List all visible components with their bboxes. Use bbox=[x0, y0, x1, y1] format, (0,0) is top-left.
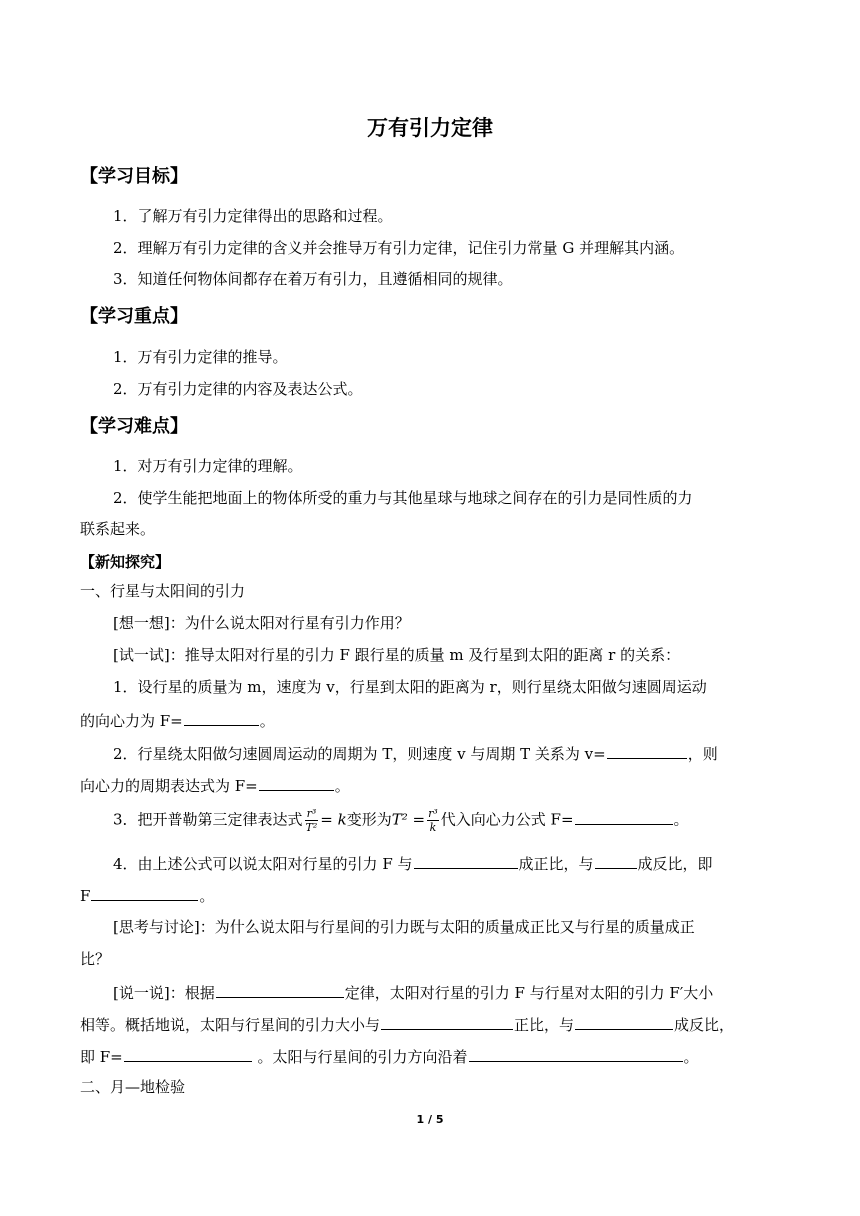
question-1-line-1: 1．设行星的质量为 m，速度为 v，行星到太阳的距离为 r，则行星绕太阳做匀速圆周运动 bbox=[113, 678, 707, 696]
say-line-2: 相等。概括地说，太阳与行星间的引力大小与 正比，与 成反比， bbox=[80, 1013, 734, 1035]
answer-blank[interactable] bbox=[469, 1045, 683, 1062]
page-number: 1 / 5 bbox=[416, 1113, 444, 1126]
answer-blank[interactable] bbox=[381, 1013, 513, 1030]
question-4-line-2: F 。 bbox=[80, 884, 214, 906]
difficulties-heading: 【学习难点】 bbox=[80, 416, 188, 437]
question-3: 3．把开普勒第三定律表达式 $\frac{\text{r³}}{\text{T²}}$ = k变形为T² = $\frac{\text{r³}}{k}$ 代入向心力公式 F= 。 bbox=[113, 807, 689, 834]
answer-blank[interactable] bbox=[575, 1013, 673, 1030]
question-2-line-1: 2．行星绕太阳做匀速圆周运动的周期为 T，则速度 v 与周期 T 关系为 v= ，则 bbox=[113, 742, 718, 764]
key-point-item: 1．万有引力定律的推导。 bbox=[113, 348, 288, 366]
question-2-line-2: 向心力的周期表达式为 F= 。 bbox=[80, 774, 350, 796]
question-4-line-1: 4．由上述公式可以说太阳对行星的引力 F 与 成正比，与 成反比，即 bbox=[113, 852, 713, 874]
discussion-line-2: 比？ bbox=[80, 950, 111, 968]
say-line-3: 即 F= 。太阳与行星间的引力方向沿着 。 bbox=[80, 1045, 699, 1067]
key-points-heading: 【学习重点】 bbox=[80, 306, 188, 327]
part2-title: 二、月—地检验 bbox=[80, 1078, 186, 1096]
answer-blank[interactable] bbox=[184, 709, 259, 726]
answer-blank[interactable] bbox=[414, 852, 518, 869]
discussion-line-1: [思考与讨论]：为什么说太阳与行星间的引力既与太阳的质量成正比又与行星的质量成正 bbox=[113, 918, 695, 936]
try-prompt: [试一试]：推导太阳对行星的引力 F 跟行星的质量 m 及行星到太阳的距离 r 的关系： bbox=[113, 646, 681, 664]
difficulty-item: 2．使学生能把地面上的物体所受的重力与其他星球与地球之间存在的引力是同性质的力 bbox=[113, 489, 693, 507]
say-line-1: [说一说]：根据 定律，太阳对行星的引力 F 与行星对太阳的引力 F′大小 bbox=[113, 981, 713, 1003]
key-point-item: 2．万有引力定律的内容及表达公式。 bbox=[113, 380, 363, 398]
objective-item: 1．了解万有引力定律得出的思路和过程。 bbox=[113, 207, 393, 225]
answer-blank[interactable] bbox=[259, 774, 334, 791]
part1-title: 一、行星与太阳间的引力 bbox=[80, 582, 246, 600]
answer-blank[interactable] bbox=[595, 852, 637, 869]
kepler-third-law-fraction: $\frac{\text{r³}}{\text{T²}}$ bbox=[305, 807, 318, 834]
answer-blank[interactable] bbox=[216, 981, 344, 998]
answer-blank[interactable] bbox=[575, 808, 673, 825]
objective-item: 2．理解万有引力定律的含义并会推导万有引力定律，记住引力常量 G 并理解其内涵。 bbox=[113, 239, 685, 257]
objective-item: 3．知道任何物体间都存在着万有引力，且遵循相同的规律。 bbox=[113, 270, 513, 288]
answer-blank[interactable] bbox=[91, 884, 198, 901]
difficulty-item: 1．对万有引力定律的理解。 bbox=[113, 457, 303, 475]
objectives-heading: 【学习目标】 bbox=[80, 166, 188, 187]
answer-blank[interactable] bbox=[124, 1045, 252, 1062]
period-fraction: $\frac{\text{r³}}{k}$ bbox=[428, 807, 438, 834]
think-prompt: [想一想]：为什么说太阳对行星有引力作用？ bbox=[113, 614, 410, 632]
answer-blank[interactable] bbox=[607, 742, 687, 759]
question-1-line-2: 的向心力为 F= 。 bbox=[80, 709, 275, 731]
explore-heading: 【新知探究】 bbox=[80, 553, 171, 571]
page-title: 万有引力定律 bbox=[367, 116, 493, 140]
difficulty-item-continued: 联系起来。 bbox=[80, 520, 156, 538]
